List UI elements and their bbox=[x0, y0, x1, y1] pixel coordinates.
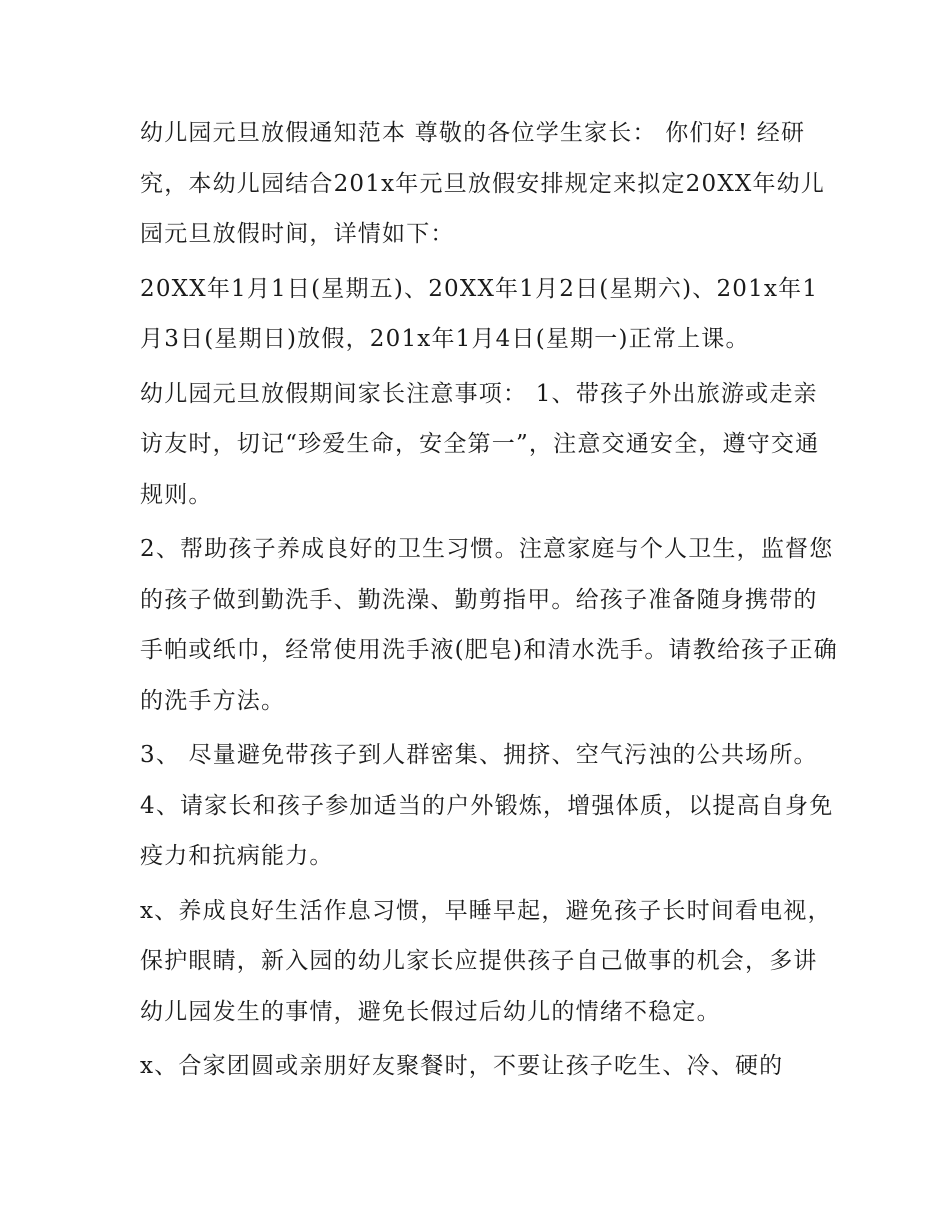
paragraph-holiday-dates: 20XX年1月1日(星期五)、20XX年1月2日(星期六)、201x年1月3日(星期日)放假，201x年1月4日(星期一)正常上课。 bbox=[140, 275, 819, 352]
paragraph-item-3-4: 3、 尽量避免带孩子到人群密集、拥挤、空气污浊的公共场所。 4、请家长和孩子参加适当的户外锻炼，增强体质，以提高自身免疫力和抗病能力。 bbox=[140, 742, 834, 869]
paragraph-item-1: 幼儿园元旦放假期间家长注意事项： 1、带孩子外出旅游或走亲访友时，切记“珍爱生命，安全第一”，注意交通安全，遵守交通规则。 bbox=[140, 380, 820, 508]
paragraph-item-5: x、养成良好生活作息习惯，早睡早起，避免孩子长时间看电视，保护眼睛，新入园的幼儿家长应提供孩子自己做事的机会，多讲幼儿园发生的事情，避免长假过后幼儿的情绪不稳定。 bbox=[140, 897, 832, 1025]
paragraph-item-6: x、合家团圆或亲朋好友聚餐时，不要让孩子吃生、冷、硬的 bbox=[140, 1053, 784, 1079]
paragraph-notice-intro: 幼儿园元旦放假通知范本 尊敬的各位学生家长： 你们好! 经研究，本幼儿园结合201x年元旦放假安排规定来拟定20XX年幼儿园元旦放假时间，详情如下： bbox=[140, 120, 826, 247]
paragraph-item-2: 2、帮助孩子养成良好的卫生习惯。注意家庭与个人卫生，监督您的孩子做到勤洗手、勤洗澡、勤剪指甲。给孩子准备随身携带的手帕或纸巾，经常使用洗手液(肥皂)和清水洗手。请教给孩子正确的洗手方法。 bbox=[140, 536, 838, 714]
